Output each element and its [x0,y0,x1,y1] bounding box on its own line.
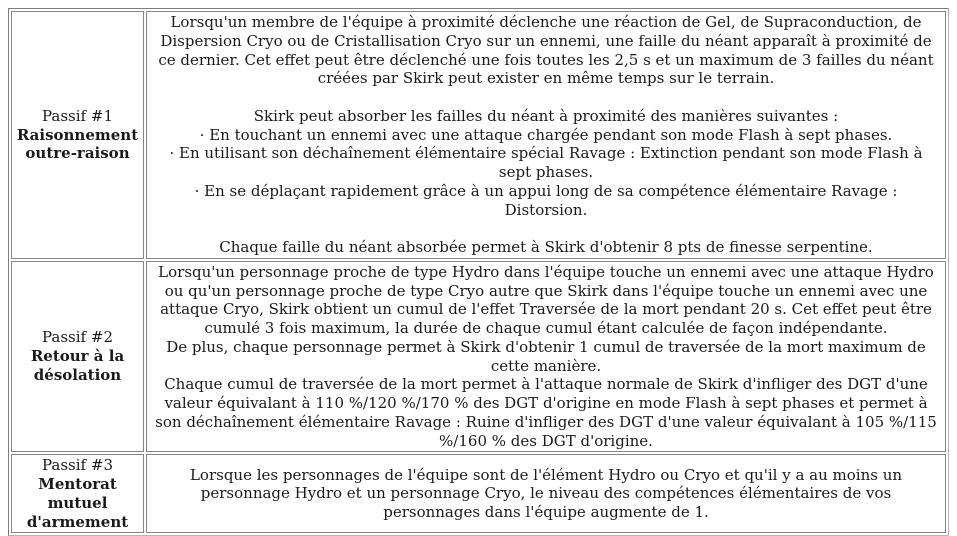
description-paragraph: Lorsqu'un membre de l'équipe à proximité déclenche une réaction de Gel, de Supraconduction, de Dispersion Cryo ou de Cristallisation Cryo sur un ennemi, une faille du néant apparaît à proximité de ce dernier. Cet effet peut être déclenché une fois toutes les 2,5 s et un maximum de 3 failles du néant créées par Skirk peut exister en même temps sur le terrain. [158,13,934,88]
passive-number: Passif #1 [42,106,113,125]
description-paragraph: · En se déplaçant rapidement grâce à un appui long de sa compétence élémentaire Ravage : Distorsion. [194,181,898,219]
passive-description [151,13,941,257]
table-row-passif-2 [11,261,946,453]
description-paragraph: De plus, chaque personnage permet à Skirk d'obtenir 1 cumul de traversée de la mort maximum de cette manière. [166,337,926,375]
passive-description-cell [146,261,946,453]
passive-name: Raisonnement outre-raison [16,125,139,163]
blank-line [151,219,941,238]
blank-line [151,88,941,107]
passive-label-cell [11,261,144,453]
passives-table [8,8,949,536]
passive-description [151,263,941,451]
passive-name: Mentorat mutuel d'armement [26,475,129,531]
table-row-passif-3 [11,454,946,533]
passive-name: Retour à la désolation [30,347,125,384]
passive-number: Passif #3 [42,456,113,475]
table-row-passif-1 [11,11,946,259]
description-paragraph: Lorsque les personnages de l'équipe sont de l'élément Hydro ou Cryo et qu'il y a au moins un personnage Hydro et un personnage Cryo, le niveau des compétences élémentaires de vos personnages dans l'équipe augmente de 1. [189,465,903,522]
passive-description-cell [146,11,946,259]
description-paragraph: Chaque cumul de traversée de la mort permet à l'attaque normale de Skirk d'infliger des DGT d'une valeur équivalant à 110 %/120 %/170 % des DGT d'origine en mode Flash à sept phases et permet à son déchaînement élémentaire Ravage : Ruine d'infliger des DGT d'une valeur équivalant à 105 %/115 %/160 % des DGT d'origine. [155,375,937,450]
description-paragraph: · En touchant un ennemi avec une attaque chargée pendant son mode Flash à sept phases. [199,125,893,144]
description-paragraph: · En utilisant son déchaînement élémentaire spécial Ravage : Extinction pendant son mode Flash à sept phases. [169,144,923,181]
passive-label-cell [11,11,144,259]
description-paragraph: Lorsqu'un personnage proche de type Hydro dans l'équipe touche un ennemi avec une attaque Hydro ou qu'un personnage proche de type Cryo autre que Skirk dans l'équipe touche un ennemi avec une attaque Cryo, Skirk obtient un cumul de l'effet Traversée de la mort pendant 20 s. Cet effet peut être cumulé 3 fois maximum, la durée de chaque cumul étant calculée de façon indépendante. [158,262,934,337]
description-paragraph: Skirk peut absorber les failles du néant à proximité des manières suivantes : [253,106,839,125]
passive-label-cell [11,454,144,533]
passive-number: Passif #2 [42,328,113,347]
description-paragraph: Chaque faille du néant absorbée permet à Skirk d'obtenir 8 pts de finesse serpentine. [219,238,873,256]
passive-description-cell [146,454,946,533]
passive-description [151,466,941,522]
